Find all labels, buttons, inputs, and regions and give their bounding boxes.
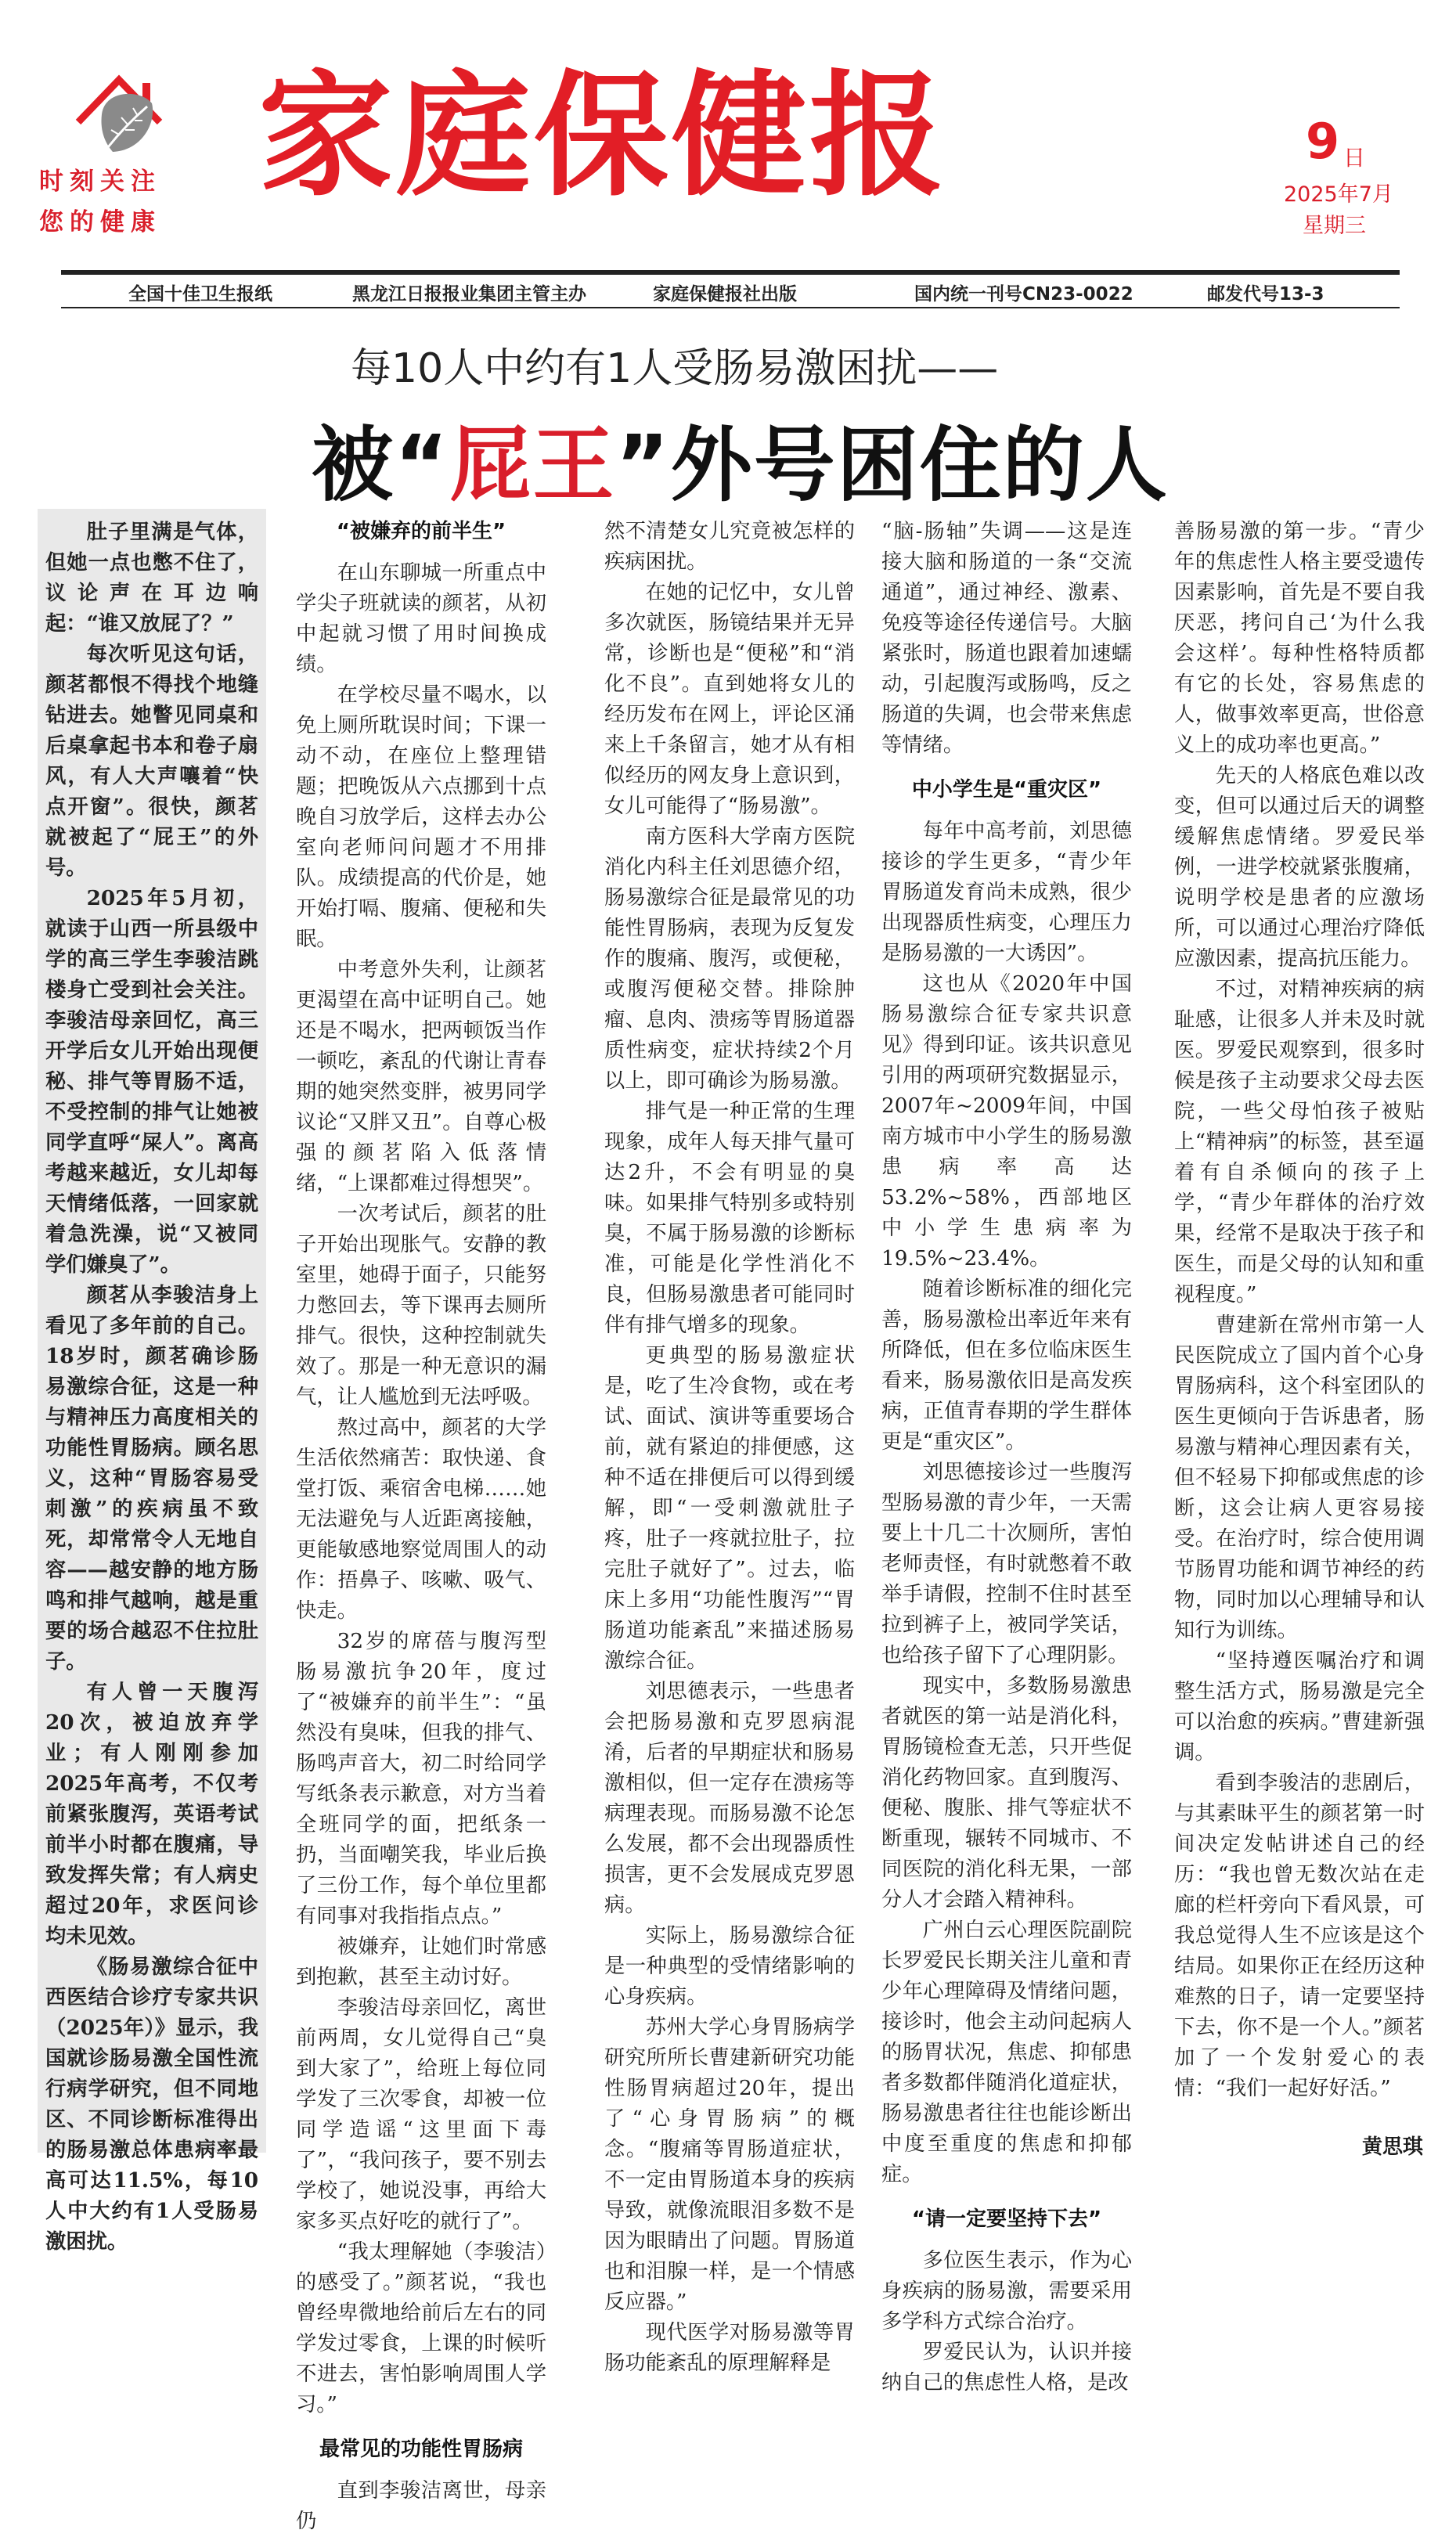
article-paragraph: 熬过高中，颜茗的大学生活依然痛苦：取快递、食堂打饭、乘宿舍电梯……她无法避免与人近距离接触，更能敏感地察觉周围人的动作：捂鼻子、咳嗽、吸气、快走。 xyxy=(296,1416,546,1623)
sidebar-paragraph: 颜茗从李骏洁身上看见了多年前的自己。18岁时，颜茗确诊肠易激综合征，这是一种与精神压力高度相关的功能性胃肠病。顾名思义，这种“胃肠容易受刺激”的疾病虽不致死，却常常令人无地自容——越安静的地方肠鸣和排气越响，越是重要的场合越忍不住拉肚子。 xyxy=(45,1283,258,1674)
article-paragraph: 在她的记忆中，女儿曾多次就医，肠镜结果并无异常，诊断也是“便秘”和“消化不良”。直到她将女儿的经历发布在网上，评论区涌来上千条留言，她才从有相似经历的网友身上意识到，女儿可能得了“肠易激”。 xyxy=(604,581,855,818)
headline-quote-open: “ xyxy=(395,417,450,513)
author-byline: 黄思琪 xyxy=(1362,2135,1424,2159)
article-paragraph: 多位医生表示，作为心身疾病的肠易激，需要采用多学科方式综合治疗。 xyxy=(881,2249,1132,2333)
issue-day-unit: 日 xyxy=(1343,145,1366,171)
section-heading: 最常见的功能性胃肠病 xyxy=(319,2438,523,2461)
article-column-4 xyxy=(1174,517,1425,2104)
headline-quote-close: ” xyxy=(615,417,671,513)
article-paragraph: 先天的人格底色难以改变，但可以通过后天的调整缓解焦虑情绪。罗爱民举例，一进学校就紧张腹痛，说明学校是患者的应激场所，可以通过心理治疗降低应激因素，提高抗压能力。 xyxy=(1174,764,1425,971)
headline-prefix: 被 xyxy=(312,417,395,513)
article-paragraph: 中考意外失利，让颜茗更渴望在高中证明自己。她还是不喝水，把两顿饭当作一顿吃，紊乱的代谢让青春期的她突然变胖，被男同学议论“又胖又丑”。自尊心极强的颜茗陷入低落情绪，“上课都难过得想哭”。 xyxy=(296,958,546,1195)
info-award: 全国十佳卫生报纸 xyxy=(128,284,272,305)
sidebar-paragraph: 有人曾一天腹泻20次，被迫放弃学业；有人刚刚参加2025年高考，不仅考前紧张腹泻，英语考试前半小时都在腹痛，导致发挥失常；有人病史超过20年，求医问诊均未见效。 xyxy=(45,1680,258,1948)
sidebar-paragraph: 肚子里满是气体，但她一点也憋不住了，议论声在耳边响起：“谁又放屁了？” xyxy=(45,520,258,636)
info-publisher-group: 黑龙江日报报业集团主管主办 xyxy=(352,284,586,305)
article-column-2 xyxy=(604,517,855,2379)
article-paragraph: “坚持遵医嘱治疗和调整生活方式，肠易激是完全可以治愈的疾病。”曹建新强调。 xyxy=(1174,1649,1425,1764)
article-paragraph: 一次考试后，颜茗的肚子开始出现胀气。安静的教室里，她碍于面子，只能努力憋回去，等下课再去厕所排气。很快，这种控制就失效了。那是一种无意识的漏气，让人尴尬到无法呼吸。 xyxy=(296,1202,546,1409)
article-paragraph: 每年中高考前，刘思德接诊的学生更多，“青少年胃肠道发育尚未成熟，很少出现器质性病变，心理压力是肠易激的一大诱因”。 xyxy=(881,820,1132,965)
masthead-rule xyxy=(61,270,1400,275)
article-paragraph: 看到李骏洁的悲剧后，与其素昧平生的颜茗第一时间决定发帖讲述自己的经历：“我也曾无数次站在走廊的栏杆旁向下看风景，可我总觉得人生不应该是这个结局。如果你正在经历这种难熬的日子，请一定要坚持下去，你不是一个人。”颜茗加了一个发射爱心的表情：“我们一起好好活。” xyxy=(1174,1771,1425,2100)
newspaper-title: 家庭保健报 xyxy=(258,57,947,214)
article-paragraph: 刘思德表示，一些患者会把肠易激和克罗恩病混淆，后者的早期症状和肠易激相似，但一定存在溃疡等病理表现。而肠易激不论怎么发展，都不会出现器质性损害，更不会发展成克罗恩病。 xyxy=(604,1680,855,1917)
article-paragraph: 排气是一种正常的生理现象，成年人每天排气量可达2升，不会有明显的臭味。如果排气特别多或特别臭，不属于肠易激的诊断标准，可能是化学性消化不良，但肠易激患者可能同时伴有排气增多的现象。 xyxy=(604,1100,855,1337)
article-column-1 xyxy=(296,517,546,2537)
headline-kicker: 每10人中约有1人受肠易激困扰—— xyxy=(351,345,999,392)
article-paragraph: 然不清楚女儿究竟被怎样的疾病困扰。 xyxy=(604,520,855,574)
article-paragraph: 被嫌弃，让她们时常感到抱歉，甚至主动讨好。 xyxy=(296,1935,546,1989)
slogan-line-1: 时刻关注 xyxy=(39,168,161,196)
section-heading: “被嫌弃的前半生” xyxy=(336,520,506,543)
article-paragraph: 罗爱民认为，认识并接纳自己的焦虑性人格，是改 xyxy=(881,2341,1132,2395)
article-paragraph: 现代医学对肠易激等胃肠功能紊乱的原理解释是 xyxy=(604,2321,855,2375)
house-leaf-logo-icon xyxy=(64,66,182,160)
issue-date: 2025年7月 xyxy=(1284,182,1393,207)
article-paragraph: 南方医科大学南方医院消化内科主任刘思德介绍，肠易激综合征是最常见的功能性胃肠病，表现为反复发作的腹痛、腹泻，或便秘，或腹泻便秘交替。排除肿瘤、息肉、溃疡等胃肠道器质性病变，症状持续2个月以上，即可确诊为肠易激。 xyxy=(604,825,855,1093)
article-paragraph: 32岁的席蓓与腹泻型肠易激抗争20年，度过了“被嫌弃的前半生”：“虽然没有臭味，但我的排气、肠鸣声音大，初二时给同学写纸条表示歉意，对方当着全班同学的面，把纸条一扔，当面嘲笑我，毕业后换了三份工作，每个单位里都有同事对我指指点点。” xyxy=(296,1630,546,1928)
article-paragraph: 苏州大学心身胃肠病学研究所所长曹建新研究功能性肠胃病超过20年，提出了“心身胃肠病”的概念。“腹痛等胃肠道症状，不一定由胃肠道本身的疾病导致，就像流眼泪多数不是因为眼睛出了问题。胃肠道也和泪腺一样，是一个情感反应器。” xyxy=(604,2016,855,2314)
article-paragraph: 刘思德接诊过一些腹泻型肠易激的青少年，一天需要上十几二十次厕所，害怕老师责怪，有时就憋着不敢举手请假，控制不住时甚至拉到裤子上，被同学笑话，也给孩子留下了心理阴影。 xyxy=(881,1461,1132,1667)
article-paragraph: 直到李骏洁离世，母亲仍 xyxy=(296,2479,546,2533)
article-paragraph: 不过，对精神疾病的病耻感，让很多人并未及时就医。罗爱民观察到，很多时候是孩子主动要求父母去医院，一些父母怕孩子被贴上“精神病”的标签，甚至逼着有自杀倾向的孩子上学，“青少年群体的治疗效果，经常不是取决于孩子和医生，而是父母的认知和重视程度。” xyxy=(1174,978,1425,1306)
info-postal-code: 邮发代号13-3 xyxy=(1207,284,1324,305)
article-paragraph: 善肠易激的第一步。“青少年的焦虑性人格主要受遗传因素影响，首先是不要自我厌恶，拷问自己‘为什么我会这样’。每种性格特质都有它的长处，容易焦虑的人，做事效率更高，世俗意义上的成功率也更高。” xyxy=(1174,520,1425,757)
article-paragraph: 在学校尽量不喝水，以免上厕所耽误时间；下课一动不动，在座位上整理错题；把晚饭从六点挪到十点晚自习放学后，这样去办公室向老师问问题才不用排队。成绩提高的代价是，她开始打嗝、腹痛、便秘和失眠。 xyxy=(296,683,546,951)
sidebar-paragraph: 2025年5月初，就读于山西一所县级中学的高三学生李骏洁跳楼身亡受到社会关注。李骏洁母亲回忆，高三开学后女儿开始出现便秘、排气等胃肠不适，不受控制的排气让她被同学直呼“屎人”。离高考越来越近，女儿却每天情绪低落，一回家就着急洗澡，说“又被同学们嫌臭了”。 xyxy=(45,886,258,1277)
main-headline xyxy=(312,399,1169,517)
info-issn: 国内统一刊号CN23-0022 xyxy=(914,284,1133,305)
lead-sidebar xyxy=(38,509,266,2254)
article-paragraph: 广州白云心理医院副院长罗爱民长期关注儿童和青少年心理障碍及情绪问题，接诊时，他会主动问起病人的肠胃状况，焦虑、抑郁患者多数都伴随消化道症状，肠易激患者往往也能诊断出中度至重度的焦虑和抑郁症。 xyxy=(881,1919,1132,2186)
article-paragraph: “脑-肠轴”失调——这是连接大脑和肠道的一条“交流通道”，通过神经、激素、免疫等途径传递信号。大脑紧张时，肠道也跟着加速蠕动，引起腹泻或肠鸣，反之肠道的失调，也会带来焦虑等情绪。 xyxy=(881,520,1132,757)
masthead-info-bar xyxy=(61,278,1400,303)
article-paragraph: 随着诊断标准的细化完善，肠易激检出率近年来有所降低，但在多位临床医生看来，肠易激依旧是高发疾病，正值青春期的学生群体更是“重灾区”。 xyxy=(881,1278,1132,1454)
info-bar-rule xyxy=(61,307,1400,308)
section-heading: “请一定要坚持下去” xyxy=(911,2207,1102,2231)
article-paragraph: 曹建新在常州市第一人民医院成立了国内首个心身胃肠病科，这个科室团队的医生更倾向于告诉患者，肠易激与精神心理因素有关，但不轻易下抑郁或焦虑的诊断，这会让病人更容易接受。在治疗时，综合使用调节肠胃功能和调节神经的药物，同时加以心理辅导和认知行为训练。 xyxy=(1174,1314,1425,1642)
article-paragraph: “我太理解她（李骏洁）的感受了。”颜茗说，“我也曾经卑微地给前后左右的同学发过零食，上课的时候听不进去，害怕影响周围人学习。” xyxy=(296,2240,546,2416)
headline-suffix: 外号困住的人 xyxy=(670,417,1169,513)
article-paragraph: 在山东聊城一所重点中学尖子班就读的颜茗，从初中起就习惯了用时间换成绩。 xyxy=(296,561,546,676)
headline-highlight: 屁王 xyxy=(449,417,616,513)
article-paragraph: 李骏洁母亲回忆，离世前两周，女儿觉得自己“臭到大家了”，给班上每位同学发了三次零食，却被一位同学造谣“这里面下毒了”，“我问孩子，要不别去学校了，她说没事，再给大家多买点好吃的就行了”。 xyxy=(296,1996,546,2233)
article-paragraph: 实际上，肠易激综合征是一种典型的受情绪影响的心身疾病。 xyxy=(604,1924,855,2009)
info-publisher: 家庭保健报社出版 xyxy=(653,284,797,305)
article-paragraph: 这也从《2020年中国肠易激综合征专家共识意见》得到印证。该共识意见引用的两项研究数据显示，2007年~2009年间，中国南方城市中小学生的肠易激患病率高达53.2%~58%，西部地区中小学生患病率为19.5%~23.4%。 xyxy=(881,972,1132,1270)
slogan-line-2: 您的健康 xyxy=(39,208,161,236)
section-heading: 中小学生是“重灾区” xyxy=(911,778,1102,802)
issue-day: 9 xyxy=(1306,113,1340,170)
article-column-3 xyxy=(881,517,1132,2398)
issue-weekday: 星期三 xyxy=(1303,214,1366,238)
article-paragraph: 更典型的肠易激症状是，吃了生冷食物，或在考试、面试、演讲等重要场合前，就有紧迫的排便感，这种不适在排便后可以得到缓解，即“一受刺激就肚子疼，肚子一疼就拉肚子，拉完肚子就好了”。过去，临床上多用“功能性腹泻”“胃肠道功能紊乱”来描述肠易激综合征。 xyxy=(604,1344,855,1673)
article-paragraph: 现实中，多数肠易激患者就医的第一站是消化科，胃肠镜检查无恙，只开些促消化药物回家。直到腹泻、便秘、腹胀、排气等症状不断重现，辗转不同城市、不同医院的消化科无果，一部分人才会踏入精神科。 xyxy=(881,1674,1132,1912)
sidebar-paragraph: 每次听见这句话，颜茗都恨不得找个地缝钻进去。她瞥见同桌和后桌拿起书本和卷子扇风，有人大声嚷着“快点开窗”。很快，颜茗就被起了“屁王”的外号。 xyxy=(45,642,258,880)
sidebar-paragraph: 《肠易激综合征中西医结合诊疗专家共识（2025年）》显示，我国就诊肠易激全国性流行病学研究，但不同地区、不同诊断标准得出的肠易激总体患病率最高可达11.5%，每10人中大约有1人受肠易激困扰。 xyxy=(45,1955,258,2254)
